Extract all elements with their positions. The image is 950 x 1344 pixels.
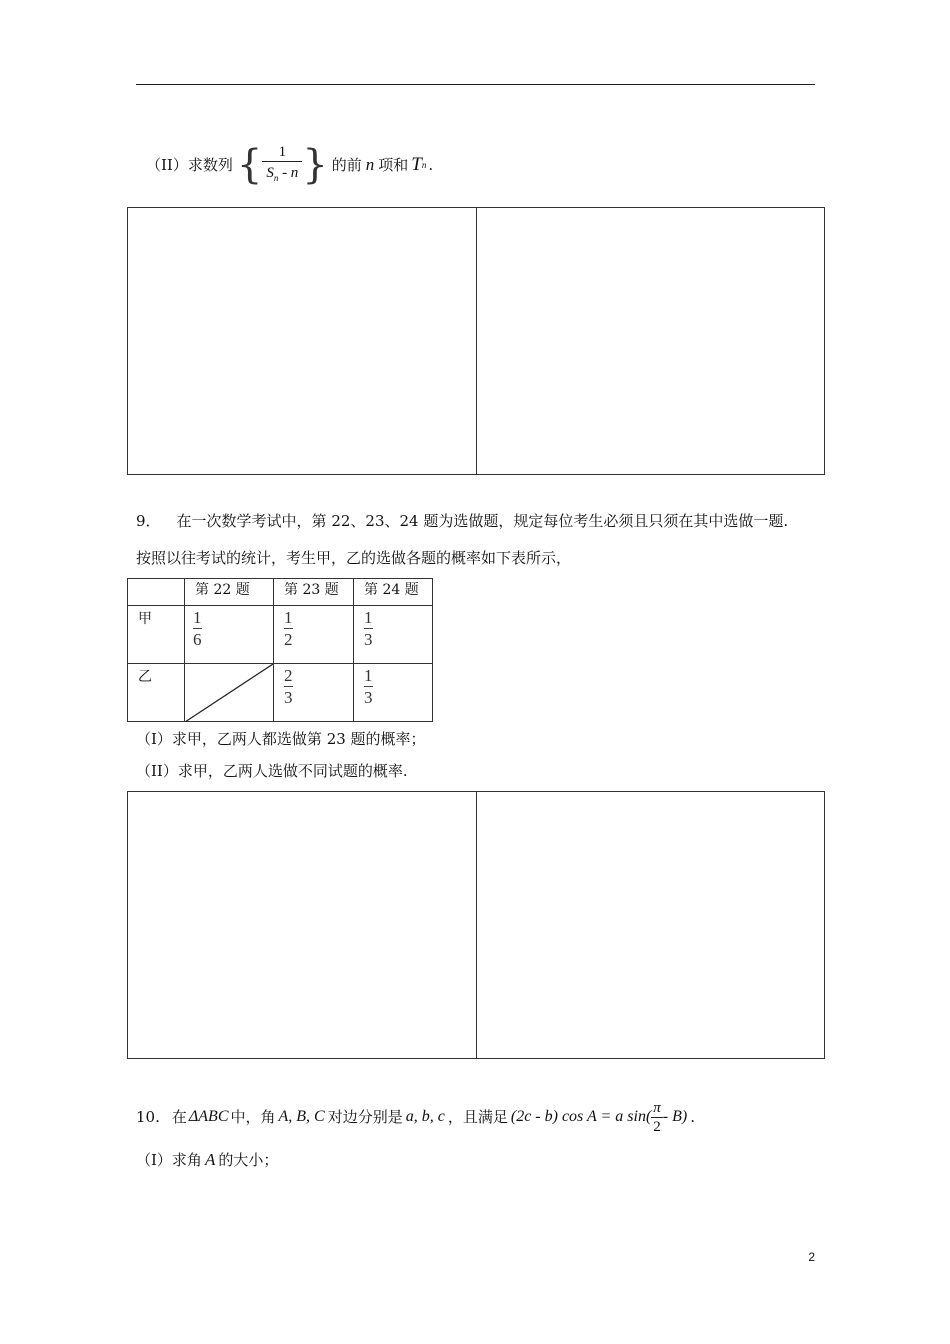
var-S: S: [266, 165, 274, 181]
table-row: [128, 606, 433, 664]
denominator: 3: [364, 688, 373, 707]
cell-jia-24: [354, 606, 433, 664]
q10-text4: ，且满足: [447, 1108, 508, 1126]
header-rule: [136, 84, 815, 85]
probability-table: [127, 578, 433, 722]
q10-text3: 对边分别是: [327, 1108, 403, 1126]
q8-end: .: [428, 156, 434, 174]
row-name-jia: 甲: [128, 606, 185, 664]
q8-part2-label: （II）求数列: [146, 156, 233, 174]
header-empty: [128, 579, 185, 606]
fraction: [193, 608, 202, 651]
numerator: 1: [364, 666, 373, 685]
q10-text1: 在: [171, 1108, 187, 1126]
numerator: 1: [193, 608, 202, 627]
numerator: 1: [284, 608, 293, 627]
table-header-row: [128, 579, 433, 606]
answer-box-2: [127, 791, 825, 1059]
fraction-denominator: [262, 161, 302, 187]
cell-yi-24: [354, 664, 433, 722]
denominator: 2: [284, 630, 293, 649]
fraction: [284, 608, 293, 651]
header-q22: 第 22 题: [185, 579, 274, 606]
table-row: [128, 664, 433, 722]
answer-box-2-right[interactable]: [476, 792, 825, 1058]
q10-part1: [136, 1151, 278, 1169]
triangle-abc: ΔABC: [188, 1108, 229, 1125]
q10-text2: 中，角: [230, 1108, 276, 1126]
q9-number: 9．: [136, 512, 161, 530]
denominator: 3: [284, 688, 293, 707]
sides-abc: a, b, c: [405, 1108, 445, 1125]
diagonal-slash: [185, 664, 273, 722]
denominator: 3: [364, 630, 373, 649]
q10-line: [136, 1094, 695, 1140]
angles-abc: A, B, C: [278, 1108, 325, 1125]
q9-part1: （I）求甲，乙两人都选做第 23 题的概率；: [136, 730, 426, 748]
answer-box-2-left[interactable]: [128, 792, 476, 1058]
header-q23: 第 23 题: [274, 579, 354, 606]
q9-text1: 在一次数学考试中，第 22、23、24 题为选做题，规定每位考生必须且只须在其中选做一题.: [176, 512, 789, 530]
answer-box-1-right[interactable]: [476, 208, 825, 474]
right-brace: }: [302, 142, 328, 188]
answer-box-1: [127, 207, 825, 475]
q10-number: 10.: [136, 1108, 160, 1126]
fraction: [364, 608, 373, 651]
q9-line2: 按照以往考试的统计，考生甲，乙的选做各题的概率如下表所示，: [136, 549, 572, 567]
denominator: 6: [193, 630, 202, 649]
T-sub: n: [421, 160, 427, 170]
pi-over-2-fraction: [651, 1099, 663, 1136]
equation-left: (2c - b) cos A = a sin(: [510, 1108, 652, 1125]
q8-text-mid2: 项和: [378, 156, 409, 174]
q8-part2-line: [146, 138, 433, 192]
answer-box-1-left[interactable]: [128, 208, 476, 474]
fraction: [284, 666, 293, 709]
left-brace: {: [236, 142, 263, 188]
fraction: [364, 666, 373, 709]
cell-jia-22: [185, 606, 274, 664]
q10-part1-pre: （I）求角: [136, 1151, 202, 1169]
var-n: n: [365, 155, 375, 174]
page-number: 2: [808, 1250, 815, 1264]
numerator: 2: [284, 666, 293, 685]
q9-part2: （II）求甲，乙两人选做不同试题的概率.: [136, 762, 408, 780]
var-A: A: [204, 1150, 216, 1169]
q10-end: .: [690, 1108, 695, 1126]
cell-yi-22-slashed: [185, 664, 274, 722]
sub-n: n: [273, 173, 279, 183]
numerator: 1: [364, 608, 373, 627]
header-q24: 第 24 题: [354, 579, 433, 606]
row-name-yi: 乙: [128, 664, 185, 722]
minus-n: - n: [278, 165, 299, 181]
numerator: π: [653, 1099, 661, 1116]
cell-yi-23: [274, 664, 354, 722]
q9-line1: [136, 512, 788, 530]
fraction: [262, 143, 302, 187]
q10-part1-post: 的大小；: [218, 1151, 279, 1169]
var-T: T: [411, 154, 422, 175]
sequence-fraction: [237, 143, 328, 187]
equation-right: - B): [662, 1108, 688, 1125]
fraction-numerator: 1: [278, 144, 287, 160]
cell-jia-23: [274, 606, 354, 664]
denominator: 2: [651, 1117, 663, 1136]
q8-text-mid: 的前: [331, 156, 362, 174]
